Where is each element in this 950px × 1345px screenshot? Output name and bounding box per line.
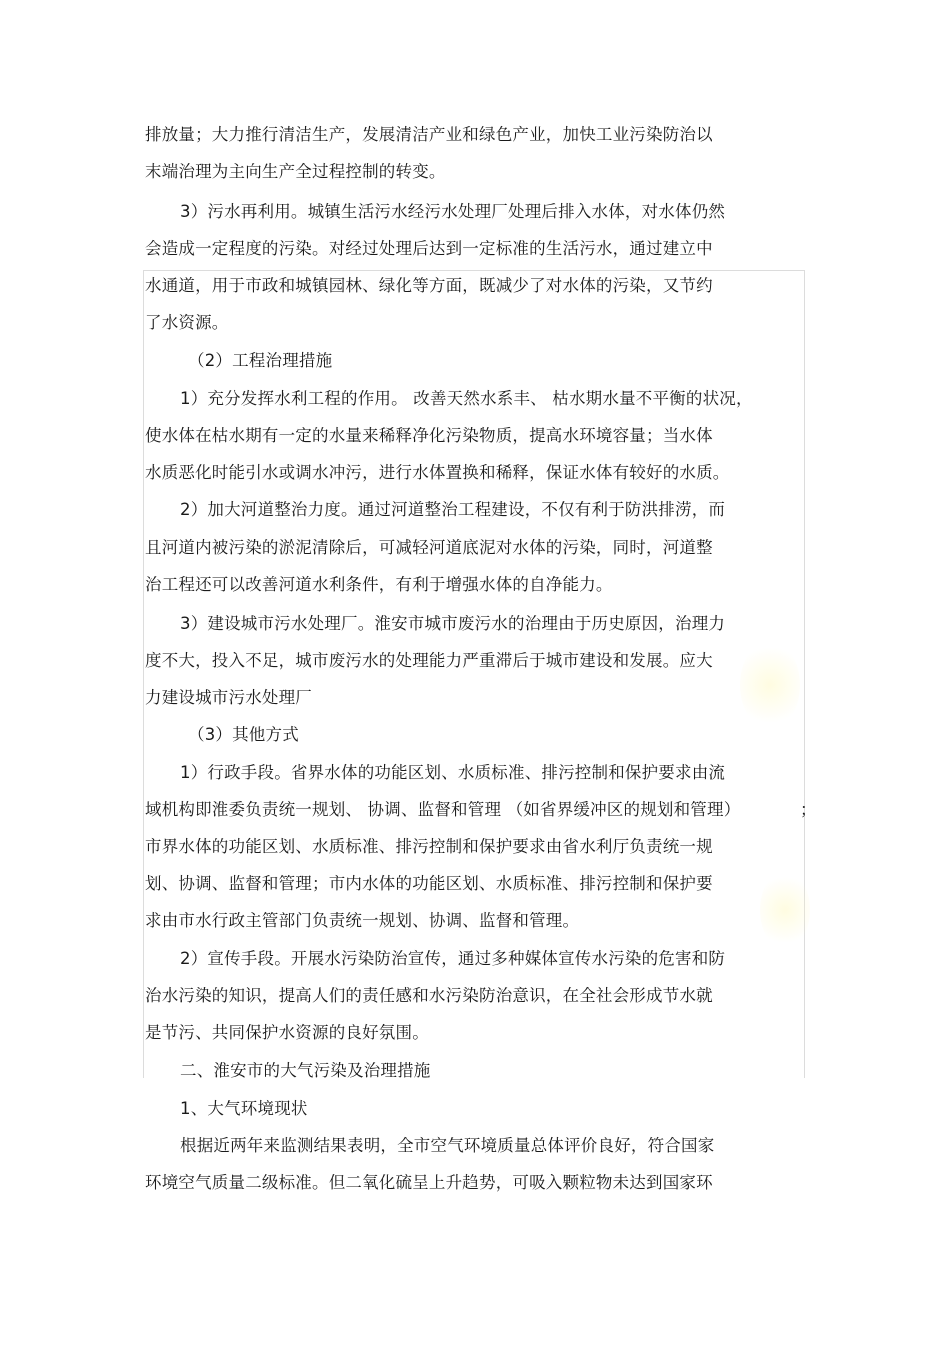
text-line: 且河道内被污染的淤泥清除后，可减轻河道底泥对水体的污染，同时，河道整: [145, 538, 713, 557]
text-line: 水质恶化时能引水或调水冲污，进行水体置换和稀释，保证水体有较好的水质。: [145, 463, 730, 482]
frame-left-line: [143, 270, 144, 1078]
section-heading: （3）其他方式: [188, 725, 299, 744]
text-line: 水通道，用于市政和城镇园林、绿化等方面，既减少了对水体的污染，又节约: [145, 276, 713, 295]
text-line: 末端治理为主向生产全过程控制的转变。: [145, 162, 446, 181]
text-line: 1）充分发挥水利工程的作用。 改善天然水系丰、 枯水期水量不平衡的状况，: [180, 389, 753, 408]
section-heading: 二、淮安市的大气污染及治理措施: [180, 1061, 431, 1080]
text-line: 1）行政手段。省界水体的功能区划、水质标准、排污控制和保护要求由流: [180, 763, 726, 782]
frame-right-line: [804, 270, 805, 1078]
section-heading: 1、大气环境现状: [180, 1099, 308, 1118]
text-line: 会造成一定程度的污染。对经过处理后达到一定标准的生活污水，通过建立中: [145, 239, 713, 258]
text-line: 治水污染的知识，提高人们的责任感和水污染防治意识，在全社会形成节水就: [145, 986, 713, 1005]
text-line: 划、协调、监督和管理；市内水体的功能区划、水质标准、排污控制和保护要: [145, 874, 713, 893]
text-line: 域机构即淮委负责统一规划、 协调、监督和管理 （如省界缓冲区的规划和管理）: [145, 800, 741, 819]
scan-artifact: [760, 870, 810, 950]
text-line: 排放量；大力推行清洁生产，发展清洁产业和绿色产业，加快工业污染防治以: [145, 125, 713, 144]
text-line: 2）宣传手段。开展水污染防治宣传，通过多种媒体宣传水污染的危害和防: [180, 949, 726, 968]
text-line: 治工程还可以改善河道水利条件，有利于增强水体的自净能力。: [145, 575, 613, 594]
text-line: 使水体在枯水期有一定的水量来稀释净化污染物质，提高水环境容量；当水体: [145, 426, 713, 445]
text-line: 3）建设城市污水处理厂。淮安市城市废污水的治理由于历史原因，治理力: [180, 614, 726, 633]
text-line: 力建设城市污水处理厂: [145, 688, 312, 707]
text-line: 3）污水再利用。城镇生活污水经污水处理厂处理后排入水体，对水体仍然: [180, 202, 726, 221]
section-heading: （2）工程治理措施: [188, 351, 333, 370]
trailing-semicolon: ；: [800, 800, 817, 819]
text-line: 根据近两年来监测结果表明，全市空气环境质量总体评价良好，符合国家: [180, 1136, 715, 1155]
text-line: 求由市水行政主管部门负责统一规划、协调、监督和管理。: [145, 911, 580, 930]
text-line: 2）加大河道整治力度。通过河道整治工程建设，不仅有利于防洪排涝，而: [180, 500, 726, 519]
text-line: 是节污、共同保护水资源的良好氛围。: [145, 1023, 429, 1042]
text-line: 市界水体的功能区划、水质标准、排污控制和保护要求由省水利厅负责统一规: [145, 837, 713, 856]
text-line: 度不大，投入不足，城市废污水的处理能力严重滞后于城市建设和发展。应大: [145, 651, 713, 670]
text-line: 环境空气质量二级标准。但二氧化硫呈上升趋势，可吸入颗粒物未达到国家环: [145, 1173, 713, 1192]
scan-artifact: [740, 640, 800, 730]
text-line: 了水资源。: [145, 313, 229, 332]
frame-top-line: [143, 270, 805, 271]
